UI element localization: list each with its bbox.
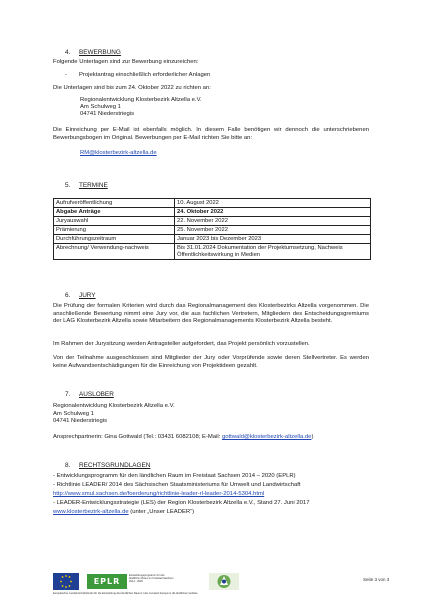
row-value: 25. November 2022 bbox=[175, 226, 371, 235]
table-row bbox=[54, 199, 371, 208]
row-value: 10. August 2022 bbox=[175, 199, 371, 208]
address-line: 04741 Niederstriegis bbox=[80, 111, 135, 118]
bullet-text: Projektantrag einschließlich erforderlicher Anlagen bbox=[79, 72, 211, 78]
eplr-logo: EPLR bbox=[87, 574, 127, 589]
table-row bbox=[54, 244, 371, 260]
table-row bbox=[54, 226, 371, 235]
section-title: AUSLOBER bbox=[79, 391, 114, 398]
contact-text: Ansprechpartnerin: Gina Gottwald (Tel.: 03431 6082108; E-Mail: bbox=[53, 434, 222, 440]
s8-line-3: - LEADER-Entwicklungsstrategie (LES) der Region Klosterbezirk Altzella e.V., Stand 27. Juni 2017 bbox=[53, 500, 310, 506]
address-line: Regionalentwicklung Klosterbezirk Altzella e.V. bbox=[53, 403, 175, 409]
s6-paragraph-1: Die Prüfung der formalen Kriterien wird durch das Regionalmanagement des Klosterbezirks Altzella vorgenommen. Die anschließende Bewertung nimmt eine Jury vor, die aus fachlichen Vertretern, Mitgliedern des Entscheidungsgremiums der LAG Klosterbezirk Altzella sowie Mitarbeitern des Regionalmanagements Klosterbezirk Altzella besteht. bbox=[53, 303, 369, 325]
s7-contact bbox=[53, 434, 313, 442]
row-value: 24. Oktober 2022 bbox=[175, 208, 371, 217]
bullet-dash: - bbox=[65, 72, 67, 78]
section-5-heading bbox=[65, 182, 108, 189]
contact-text: ) bbox=[311, 434, 314, 440]
row-label: Juryauswahl bbox=[54, 217, 175, 226]
section-title: RECHTSGRUNDLAGEN bbox=[79, 462, 151, 469]
s8-line-1: - Entwicklungsprogramm für den ländlichen Raum im Freistaat Sachsen 2014 – 2020 (EPLR) bbox=[53, 473, 296, 479]
row-label: Aufrufveröffentlichung bbox=[54, 199, 175, 208]
section-number: 8. bbox=[65, 462, 71, 469]
section-7-heading bbox=[65, 391, 114, 398]
table-row bbox=[54, 208, 371, 217]
row-value: 22. November 2022 bbox=[175, 217, 371, 226]
contact-email-link[interactable]: gottwald@klosterbezirk-altzella.de bbox=[221, 434, 312, 440]
footer-logos bbox=[53, 573, 243, 591]
section-4-heading bbox=[65, 49, 121, 56]
row-label: Prämierung bbox=[54, 226, 175, 235]
s4-email-link[interactable]: RM@klosterbezirk-altzella.de bbox=[80, 150, 157, 156]
eu-caption: Europäischer Landwirtschaftsfonds für die Entwicklung des ländlichen Raums: Hier investiert Europa in die ländlichen Gebiete bbox=[53, 592, 198, 595]
s7-address bbox=[53, 403, 175, 426]
dates-table bbox=[53, 198, 371, 260]
s4-address bbox=[80, 97, 202, 119]
section-6-heading bbox=[65, 292, 96, 299]
row-value: Januar 2023 bis Dezember 2023 bbox=[175, 235, 371, 244]
eu-flag-icon bbox=[53, 573, 79, 590]
section-number: 5. bbox=[65, 182, 71, 189]
table-row bbox=[54, 217, 371, 226]
row-label: Abgabe Anträge bbox=[54, 208, 175, 217]
s8-line-4-suffix: (unter „Unser LEADER“) bbox=[128, 509, 195, 515]
address-line: Am Schulweg 1 bbox=[80, 104, 121, 111]
row-value: Bis 31.01.2024 Dokumentation der Projektumsetzung, Nachweis Öffentlichkeitswirkung in Medien bbox=[175, 244, 371, 260]
eplr-subtitle: Entwicklungsprogramm für den ländlichen Raum im Freistaat Sachsen 2014 - 2020 bbox=[129, 574, 174, 584]
s8-link-2[interactable]: www.klosterbezirk-altzella.de bbox=[53, 509, 129, 515]
section-title: JURY bbox=[79, 292, 96, 299]
section-number: 6. bbox=[65, 292, 71, 299]
table-row bbox=[54, 235, 371, 244]
section-8-heading bbox=[65, 462, 150, 469]
address-line: 04741 Niederstriegis bbox=[53, 418, 108, 425]
section-title: BEWERBUNG bbox=[79, 49, 121, 56]
section-number: 4. bbox=[65, 49, 71, 56]
section-number: 7. bbox=[65, 391, 71, 398]
s6-paragraph-2: Im Rahmen der Jurysitzung werden Antragsteller aufgefordert, das Projekt persönlich vorzustellen. bbox=[53, 341, 310, 347]
section-title: TERMINE bbox=[79, 182, 108, 189]
s4-deadline: Die Unterlagen sind bis zum 24. Oktober 2022 zu richten an: bbox=[53, 85, 211, 91]
address-line: Regionalentwicklung Klosterbezirk Altzella e.V. bbox=[80, 97, 202, 103]
row-label: Durchführungszeitraum bbox=[54, 235, 175, 244]
s8-line-2: - Richtlinie LEADER/ 2014 des Sächsischen Staatsministeriums für Umwelt und Landwirtschaft bbox=[53, 482, 301, 488]
row-label: Abrechnung/ Verwendung-nachweis bbox=[54, 244, 175, 260]
leader-logo-icon bbox=[209, 573, 239, 590]
s4-intro: Folgende Unterlagen sind zur Bewerbung einzureichen: bbox=[53, 59, 199, 65]
address-line: Am Schulweg 1 bbox=[53, 410, 94, 417]
s6-paragraph-3: Von der Teilnahme ausgeschlossen sind Mitglieder der Jury oder Vorprüfende sowie deren Stellvertreter. Es werden keine Aufwandsentschädigungen für die Einreichung von Projektideen gezahlt. bbox=[53, 355, 369, 369]
s8-link-1[interactable]: http://www.smul.sachsen.de/foerderung/richtlinie-leader-rl-leader-2014-5304.html bbox=[53, 491, 265, 497]
page-number: Seite 3 von 3 bbox=[363, 577, 390, 582]
s4-bullet bbox=[65, 72, 210, 78]
s8-line-4 bbox=[53, 509, 194, 517]
s4-email-note: Die Einreichung per E-Mail ist ebenfalls möglich. In diesem Falle benötigen wir dennoch die unterschriebenen Bewerbungsbogen im Original. Bewerbungen per E-Mail richten Sie bitte an: bbox=[53, 127, 369, 141]
